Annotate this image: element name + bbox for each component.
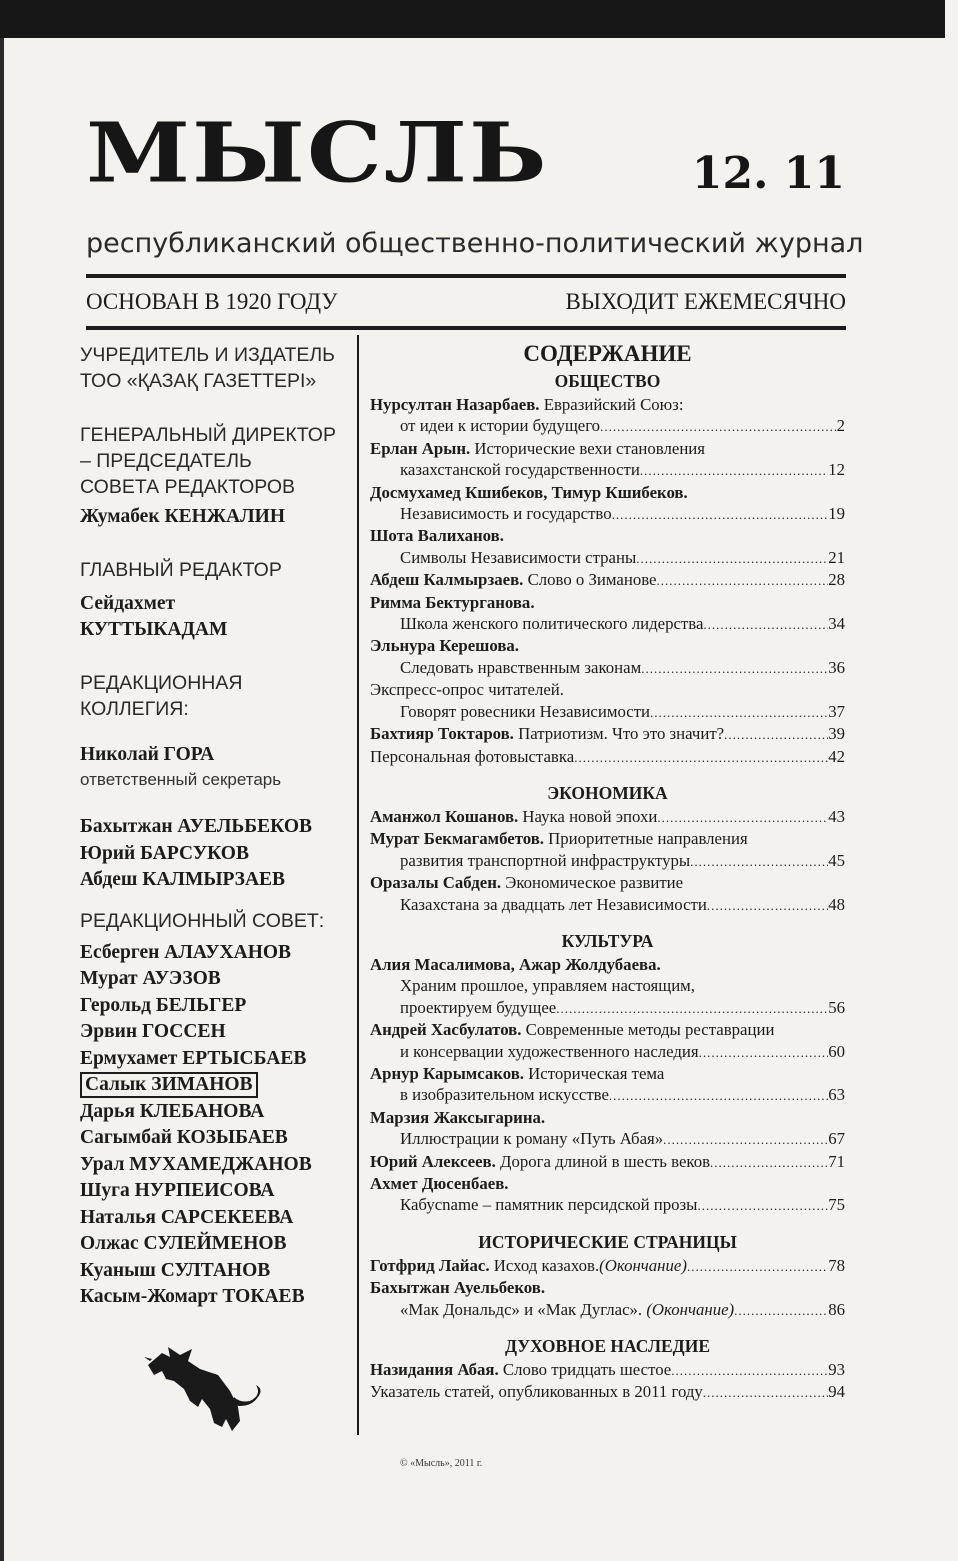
- council-member: Урал МУХАМЕДЖАНОВ: [80, 1153, 312, 1175]
- toc-entry-line: проектируем будущее ..... 56: [370, 997, 845, 1019]
- toc-entry: Андрей Хасбулатов. Современные методы реставрации: [370, 1020, 775, 1040]
- panther-logo-icon: [140, 1335, 270, 1435]
- toc-entry: Римма Бектурганова.: [370, 592, 535, 612]
- toc-entry: Назидания Абая. Слово тридцать шестое ..... 93: [370, 1359, 845, 1381]
- toc-entry: Бахтияр Токтаров. Патриотизм. Что это значит? ..... 39: [370, 723, 845, 745]
- top-border: [0, 0, 945, 38]
- chief-name-2: КУТТЫКАДАМ: [80, 619, 228, 640]
- column-divider: [357, 335, 359, 1435]
- gd-name: Жумабек КЕНЖАЛИН: [80, 506, 285, 527]
- toc-entry-line: Казахстана за двадцать лет Независимости ..... 48: [370, 894, 845, 916]
- secretary-role: ответственный секретарь: [80, 770, 282, 789]
- toc-entry: Указатель статей, опубликованных в 2011 году ..... 94: [370, 1381, 845, 1403]
- toc-entry: Персональная фотовыставка ..... 42: [370, 746, 845, 768]
- editorial-staff: [80, 342, 352, 1311]
- copyright-footer: © «Мысль», 2011 г.: [400, 1458, 483, 1469]
- chief-label: ГЛАВНЫЙ РЕДАКТОР: [80, 558, 282, 581]
- toc-entry: Аманжол Кошанов. Наука новой эпохи ..... 43: [370, 806, 845, 828]
- toc-entry: Марзия Жаксыгарина.: [370, 1107, 546, 1127]
- toc-entry-line: и консервации художественного наследия ..... 60: [370, 1041, 845, 1063]
- council-member: Дарья КЛЕБАНОВА: [80, 1100, 265, 1122]
- toc-entry: Ахмет Дюсенбаев.: [370, 1174, 509, 1193]
- section-heading: ЭКОНОМИКА: [547, 782, 668, 803]
- board-member: Бахытжан АУЕЛЬБЕКОВ: [80, 816, 313, 837]
- toc-entry-line: Говорят ровесники Независимости ..... 37: [370, 701, 845, 723]
- board-label-1: РЕДАКЦИОННАЯ: [80, 671, 243, 694]
- toc-entry-line: Следовать нравственным законам ..... 36: [370, 657, 845, 679]
- board-member: Абдеш КАЛМЫРЗАЕВ: [80, 869, 286, 890]
- toc-entry: Алия Масалимова, Ажар Жолдубаева.: [370, 954, 661, 974]
- toc-entry: Экспресс-опрос читателей.: [370, 680, 564, 700]
- section-heading: ОБЩЕСТВО: [554, 371, 661, 391]
- toc-entry-line: Храним прошлое, управляем настоящим,: [400, 976, 695, 996]
- council-member: Касым-Жомарт ТОКАЕВ: [80, 1286, 305, 1307]
- page-edge: [0, 38, 4, 1561]
- toc-entry: Шота Валиханов.: [370, 526, 504, 546]
- board-label-2: КОЛЛЕГИЯ:: [80, 697, 189, 720]
- toc-entry: Мурат Бекмагамбетов. Приоритетные направления: [370, 829, 748, 849]
- issue-number: 12. 11: [691, 148, 845, 199]
- toc-entry: Готфрид Лайас. Исход казахов.(Окончание) ..... 78: [370, 1255, 845, 1277]
- section-heading: ДУХОВНОЕ НАСЛЕДИЕ: [504, 1336, 711, 1357]
- toc-entry: Ерлан Арын. Исторические вехи становления: [370, 438, 706, 458]
- frequency-text: ВЫХОДИТ ЕЖЕМЕСЯЧНО: [565, 289, 846, 314]
- toc-entry: Нурсултан Назарбаев. Евразийский Союз:: [370, 395, 684, 414]
- toc-heading: СОДЕРЖАНИЕ: [523, 341, 692, 366]
- council-member: Есберген АЛАУХАНОВ: [80, 941, 292, 963]
- gd-label-2: – ПРЕДСЕДАТЕЛЬ: [80, 450, 252, 472]
- magazine-title: МЫСЛЬ: [86, 104, 549, 202]
- council-member-highlighted: Салык ЗИМАНОВ: [80, 1072, 258, 1098]
- magazine-subtitle: республиканский общественно-политический журнал: [86, 228, 864, 259]
- council-member: Ермухамет ЕРТЫСБАЕВ: [80, 1047, 307, 1069]
- gd-label-3: СОВЕТА РЕДАКТОРОВ: [80, 476, 296, 498]
- board-member: Юрий БАРСУКОВ: [80, 842, 249, 864]
- toc-entry-line: Независимость и государство ..... 19: [370, 503, 845, 525]
- rule-top: [86, 274, 846, 278]
- secretary-name: Николай ГОРА: [80, 743, 215, 765]
- toc-entry: Арнур Карымсаков. Историческая тема: [370, 1063, 665, 1083]
- table-of-contents: [370, 340, 845, 1404]
- toc-entry: Юрий Алексеев. Дорога длиной в шесть веков ..... 71: [370, 1151, 845, 1173]
- founded-text: ОСНОВАН В 1920 ГОДУ: [86, 289, 338, 314]
- toc-entry: Абдеш Калмырзаев. Слово о Зиманове ..... 28: [370, 569, 845, 591]
- founder-label: УЧРЕДИТЕЛЬ И ИЗДАТЕЛЬ: [80, 344, 335, 366]
- toc-entry-line: развития транспортной инфраструктуры ..... 45: [370, 850, 845, 872]
- council-member: Шуга НУРПЕИСОВА: [80, 1180, 275, 1201]
- toc-entry-line: от идеи к истории будущего ..... 2: [370, 415, 845, 437]
- council-member: Мурат АУЭЗОВ: [80, 968, 221, 989]
- toc-entry-line: Кабусname – памятник персидской прозы ..... 75: [370, 1194, 845, 1216]
- council-member: Эрвин ГОССЕН: [80, 1021, 226, 1042]
- section-heading: КУЛЬТУРА: [561, 930, 654, 951]
- chief-name-1: Сейдахмет: [80, 592, 176, 614]
- council-member: Сагымбай КОЗЫБАЕВ: [80, 1127, 288, 1148]
- gd-label-1: ГЕНЕРАЛЬНЫЙ ДИРЕКТОР: [80, 424, 336, 446]
- council-member: Герольд БЕЛЬГЕР: [80, 994, 247, 1016]
- toc-entry-line: в изобразительном искусстве ..... 63: [370, 1084, 845, 1106]
- council-member: Наталья САРСЕКЕЕВА: [80, 1206, 294, 1228]
- toc-entry: Оразалы Сабден. Экономическое развитие: [370, 873, 684, 893]
- toc-entry-line: «Мак Дональдс» и «Мак Дуглас». (Окончание) ..... 86: [370, 1299, 845, 1321]
- toc-entry-line: Символы Независимости страны ..... 21: [370, 547, 845, 569]
- toc-entry-line: Иллюстрации к роману «Путь Абая» ..... 67: [370, 1128, 845, 1150]
- toc-entry-line: казахстанской государственности ..... 12: [370, 459, 845, 481]
- toc-entry: Эльнура Керешова.: [370, 636, 519, 656]
- founder-name: ТОО «ҚАЗАҚ ГАЗЕТТЕРІ»: [80, 370, 317, 392]
- council-member: Олжас СУЛЕЙМЕНОВ: [80, 1233, 287, 1254]
- council-label: РЕДАКЦИОННЫЙ СОВЕТ:: [80, 909, 325, 932]
- council-member: Куаныш СУЛТАНОВ: [80, 1259, 271, 1281]
- toc-entry-line: Школа женского политического лидерства ..... 34: [370, 613, 845, 635]
- section-heading: ИСТОРИЧЕСКИЕ СТРАНИЦЫ: [478, 1231, 737, 1252]
- toc-entry: Бахытжан Ауельбеков.: [370, 1278, 546, 1298]
- toc-entry: Досмухамед Кшибеков, Тимур Кшибеков.: [370, 482, 688, 502]
- rule-bottom: [86, 326, 846, 330]
